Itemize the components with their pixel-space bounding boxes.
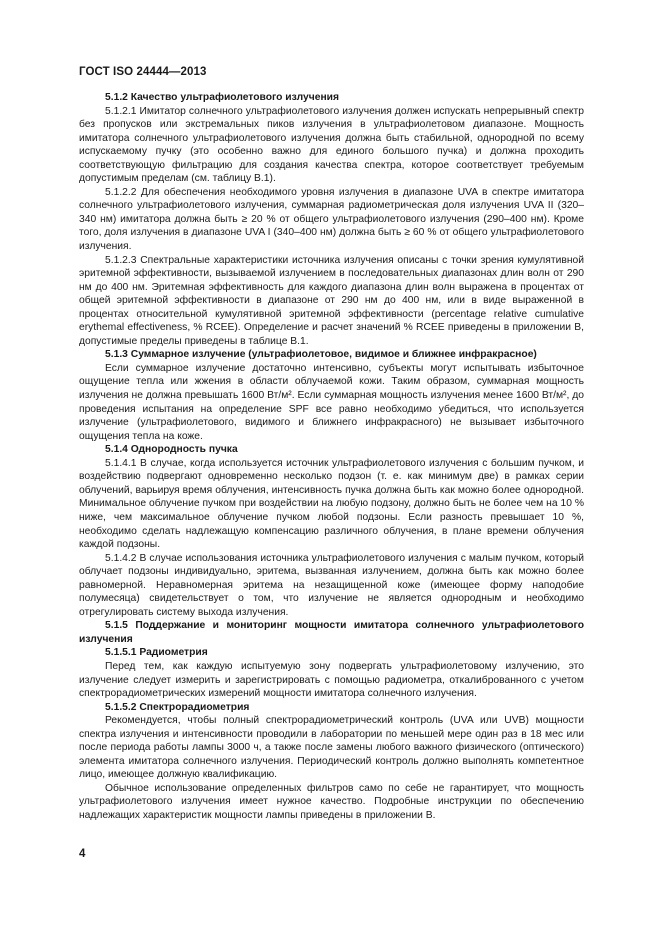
paragraph-5-1-5-1: Перед тем, как каждую испытуемую зону подвергать ультрафиолетовому излучению, это излучение следует измерить и зарегистрировать с помощью радиометра, откалиброванного с учетом спектрорадиометрических измерений мощности имитатора солнечного излучения. <box>79 660 584 700</box>
section-heading-5-1-5-1: 5.1.5.1 Радиометрия <box>105 647 208 659</box>
section-heading-5-1-5-2: 5.1.5.2 Спектрорадиометрия <box>105 701 250 713</box>
section-heading-5-1-3: 5.1.3 Суммарное излучение (ультрафиолетовое, видимое и ближнее инфракрасное) <box>105 349 537 361</box>
paragraph-5-1-4-1: 5.1.4.1 В случае, когда используется источник ультрафиолетового излучения с большим пучком, и воздействию подвергают одновременно несколько подзон (т. е. как минимум две) в рамках серии облучений, варьируя время облучения, интенсивность пучка должна быть как можно более однородной. Минимальное облучение пучком при воздействии на любую подзону, должно быть не более чем на 10 % ниже, чем максимальное облучение пучком любой подзоны. Если разность превышает 10 %, необходимо сделать надлежащую компенсацию различного облучения, в плане времени облучения каждой подзоны. <box>79 457 584 551</box>
paragraph-5-1-5-2-b: Обычное использование определенных фильтров само по себе не гарантирует, что мощность ультрафиолетового излучения имеет нужное качество. Подробные инструкции по обеспечению надлежащих характеристик мощности лампы приведены в приложении В. <box>79 782 584 821</box>
paragraph-5-1-2-1: 5.1.2.1 Имитатор солнечного ультрафиолетового излучения должен испускать непрерывный спектр без пропусков или экстремальных пиков излучения в ультрафиолетовом диапазоне. Мощность имитатора солнечного ультрафиолетового излучения должна быть стабильной, однородной по всему испускаемому пучку (это особенно важно для единого большого пучка) и должна проходить соответствующую фильтрацию для создания качества спектра, которое соответствует требуемым допустимым пределам (см. таблицу В.1). <box>79 105 584 185</box>
paragraph-5-1-5-2-a: Рекомендуется, чтобы полный спектрорадиометрический контроль (UVA или UVB) мощности спектра излучения и интенсивности проводили в лаборатории по меньшей мере один раз в 18 мес или после периода работы лампы 3000 ч, а также после замены любого важного физического (оптического) элемента имитатора солнечного излучения. Периодический контроль должно выполнять компетентное лицо, имеющее должную квалификацию. <box>79 715 584 781</box>
document-header: ГОСТ ISO 24444—2013 <box>79 66 207 78</box>
section-heading-5-1-5: 5.1.5 Поддержание и мониторинг мощности имитатора солнечного ультрафиолетового излучения <box>79 620 584 645</box>
page-number: 4 <box>79 848 86 860</box>
paragraph-5-1-3: Если суммарное излучение достаточно интенсивно, субъекты могут испытывать избыточное ощущение тепла или жжения в области облучаемой кожи. Таким образом, суммарная мощность излучения не должна превышать 1600 Вт/м². Если суммарная мощность излучения менее 1600 Вт/м², до проведения испытания на определение SPF все равно необходимо убедиться, что используется излучение (ультрафиолетового, видимого и ближнего инфракрасного) не вызывает избыточного ощущения тепла на коже. <box>79 362 584 442</box>
section-heading-5-1-2: 5.1.2 Качество ультрафиолетового излучения <box>105 92 340 103</box>
paragraph-5-1-2-3: 5.1.2.3 Спектральные характеристики источника излучения описаны с точки зрения кумулятивной эритемной эффективности, вызываемой излучением в последовательных диапазонах длин волн от 290 нм до 400 нм. Эритемная эффективность для каждого диапазона длин волн выражена в процентах от общей эритемной эффективности в диапазоне от 290 нм до 400 нм, или в виде выраженной в процентах относительной кумулятивной эритемной эффективности (percentage relative cumulative erythemal effectiveness, % RCEE). Определение и расчет значений % RCEE приведены в приложении В, допустимые пределы приведены в таблице В.1. <box>79 254 584 347</box>
paragraph-5-1-2-2: 5.1.2.2 Для обеспечения необходимого уровня излучения в диапазоне UVA в спектре имитатора солнечного ультрафиолетового излучения, суммарная радиометрическая доля излучения UVA II (320–340 нм) имитатора должна быть ≥ 20 % от общего ультрафиолетового излучения (290–400 нм). Кроме того, доля излучения в диапазоне UVA I (340–400 нм) должна быть ≥ 60 % от общего ультрафиолетового излучения. <box>79 186 584 253</box>
document-body <box>79 91 584 823</box>
paragraph-5-1-4-2: 5.1.4.2 В случае использования источника ультрафиолетового излучения с малым пучком, который облучает подзоны индивидуально, эритема, вызванная излучением, должна быть как можно более равномерной. Неравномерная эритема на незащищенной коже (имеющее форму наподобие полумесяца) свидетельствует о том, что излучение не является однородным и необходимо отрегулировать систему выхода излучения. <box>79 552 584 618</box>
section-heading-5-1-4: 5.1.4 Однородность пучка <box>105 444 238 456</box>
